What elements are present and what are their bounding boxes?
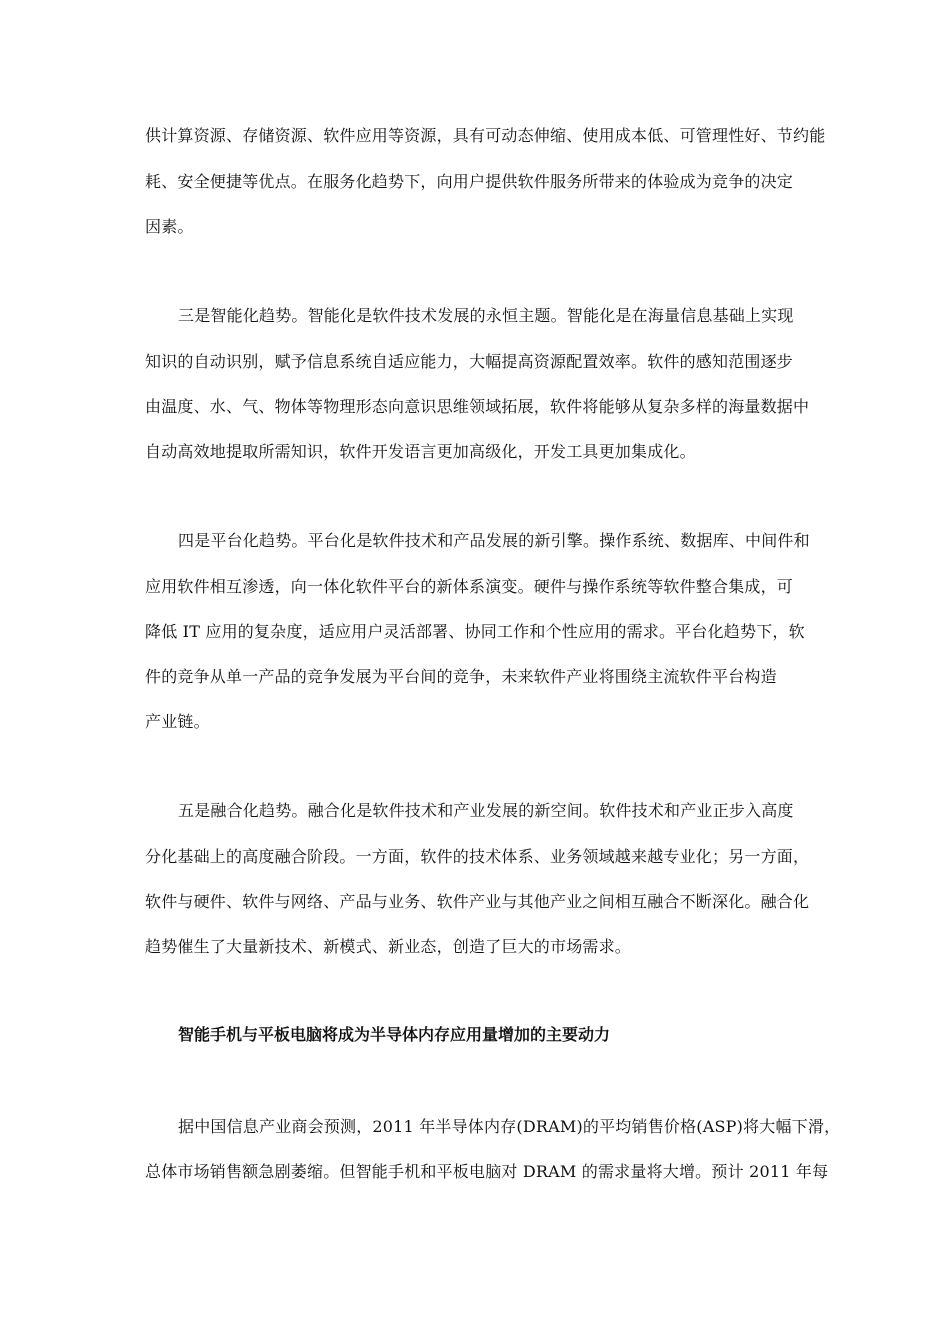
text-line: 四是平台化趋势。平台化是软件技术和产品发展的新引擎。操作系统、数据库、中间件和	[178, 531, 810, 550]
text-line: 由温度、水、气、物体等物理形态向意识思维领域拓展，软件将能够从复杂多样的海量数据中	[145, 397, 810, 416]
section-heading: 智能手机与平板电脑将成为半导体内存应用量增加的主要动力	[178, 1025, 611, 1044]
text-line: 趋势催生了大量新技术、新模式、新业态，创造了巨大的市场需求。	[145, 937, 632, 956]
text-line: 总体市场销售额急剧萎缩。但智能手机和平板电脑对 DRAM 的需求量将大增。预计 2011 年每	[145, 1162, 829, 1181]
text-line: 三是智能化趋势。智能化是软件技术发展的永恒主题。智能化是在海量信息基础上实现	[178, 306, 794, 325]
text-line: 应用软件相互渗透，向一体化软件平台的新体系演变。硬件与操作系统等软件整合集成，可	[145, 577, 794, 596]
text-line: 耗、安全便捷等优点。在服务化趋势下，向用户提供软件服务所带来的体验成为竞争的决定	[145, 172, 794, 191]
text-line: 产业链。	[145, 712, 210, 731]
text-line: 件的竞争从单一产品的竞争发展为平台间的竞争，未来软件产业将围绕主流软件平台构造	[145, 667, 777, 686]
text-line: 自动高效地提取所需知识，软件开发语言更加高级化，开发工具更加集成化。	[145, 442, 696, 461]
text-line: 软件与硬件、软件与网络、产品与业务、软件产业与其他产业之间相互融合不断深化。融合化	[145, 892, 810, 911]
text-line: 五是融合化趋势。融合化是软件技术和产业发展的新空间。软件技术和产业正步入高度	[178, 801, 794, 820]
text-line: 供计算资源、存储资源、软件应用等资源，具有可动态伸缩、使用成本低、可管理性好、节约能	[145, 126, 826, 145]
text-line: 分化基础上的高度融合阶段。一方面，软件的技术体系、业务领域越来越专业化；另一方面，	[145, 847, 810, 866]
text-line: 知识的自动识别，赋予信息系统自适应能力，大幅提高资源配置效率。软件的感知范围逐步	[145, 352, 794, 371]
text-line: 据中国信息产业商会预测，2011 年半导体内存(DRAM)的平均销售价格(ASP)将大幅下滑，	[178, 1117, 841, 1136]
text-line: 降低 IT 应用的复杂度，适应用户灵活部署、协同工作和个性应用的需求。平台化趋势下，软	[145, 622, 805, 641]
text-line: 因素。	[145, 217, 194, 236]
